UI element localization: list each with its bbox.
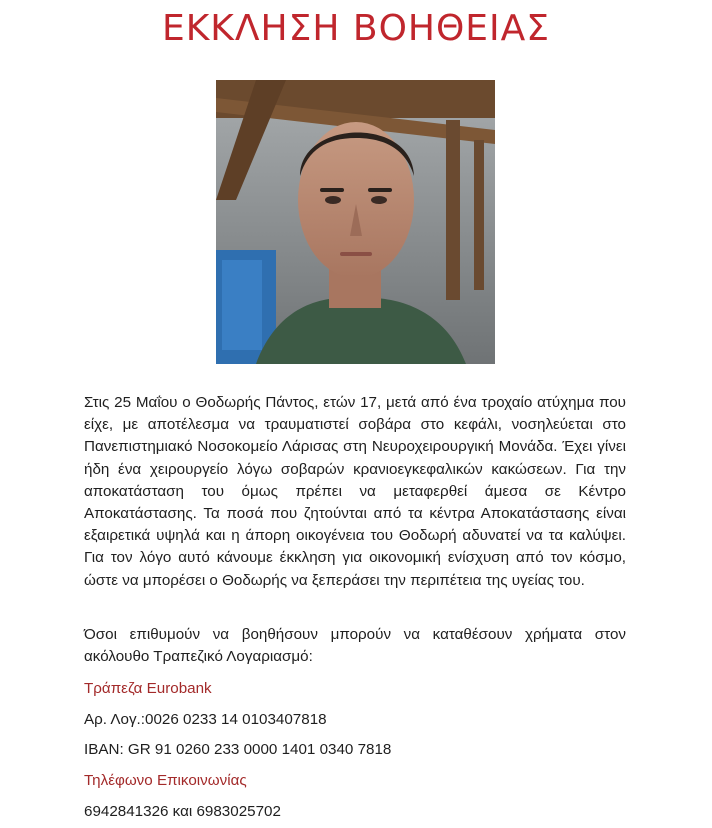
contact-phones: 6942841326 και 6983025702	[84, 803, 281, 820]
portrait-photo	[216, 80, 495, 364]
portrait-icon	[216, 80, 495, 364]
bank-label: Τράπεζα Eurobank	[84, 680, 212, 697]
story-paragraph: Στις 25 Μαΐου ο Θοδωρής Πάντος, ετών 17, μετά από ένα τροχαίο ατύχημα που είχε, με αποτέλεσμα να τραυματιστεί σοβάρα στο κεφάλι, νοσηλεύεται στο Πανεπιστημιακό Νοσοκομείο Λάρισας στη Νευροχειρουργική Μονάδα. Έχει γίνει ήδη ένα χειρουργείο λόγω σοβαρών κρανιοεγκεφαλικών κακώσεων. Για την αποκατάσταση του όμως πρέπει να μεταφερθεί άμεσα σε Κέντρο Αποκατάστασης. Τα ποσά που ζητούνται από τα κέντρα Αποκατάστασης είναι εξαιρετικά υψηλά και η άπορη οικογένεια του Θοδωρή αδυνατεί να τα καλύψει. Για τον λόγο αυτό κάνουμε έκκληση για οικονομική ενίσχυση από τον κόσμο, ώστε να μπορέσει ο Θοδωρής να ξεπεράσει την περιπέτεια της υγείας του.	[84, 394, 626, 589]
iban-number: IBAN: GR 91 0260 233 0000 1401 0340 7818	[84, 741, 392, 758]
account-number: Αρ. Λογ.:0026 0233 14 0103407818	[84, 711, 327, 728]
donate-paragraph: Όσοι επιθυμούν να βοηθήσουν μπορούν να καταθέσουν χρήματα στον ακόλουθο Τραπεζικό Λογαριασμό:	[84, 626, 626, 666]
page-title: ΕΚΚΛΗΣΗ ΒΟΗΘΕΙΑΣ	[161, 8, 551, 49]
contact-label: Τηλέφωνο Επικοινωνίας	[84, 772, 247, 789]
